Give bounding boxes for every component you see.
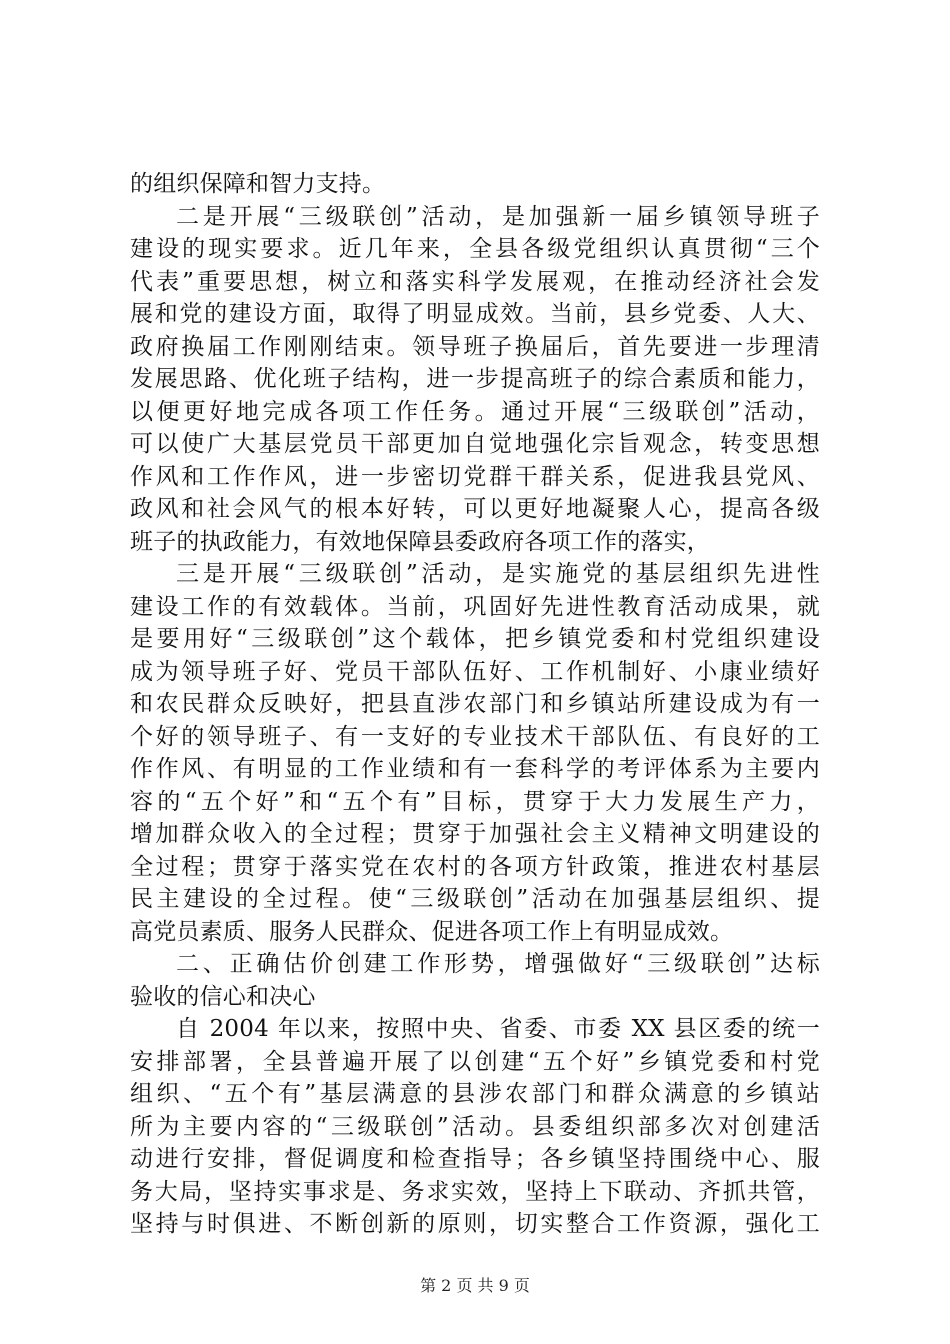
text-line: 建设的现实要求。近几年来，全县各级党组织认真贯彻“三个 xyxy=(130,236,820,262)
document-body xyxy=(130,168,820,1241)
text-line: 政府换届工作刚刚结束。领导班子换届后，首先要进一步理清 xyxy=(130,333,820,360)
text-line: 作风和工作作风，进一步密切党群干群关系，促进我县党风、 xyxy=(130,463,820,490)
text-line: 安排部署，全县普遍开展了以创建“五个好”乡镇党委和村党 xyxy=(130,1048,820,1075)
page-footer: 第 2 页 共 9 页 xyxy=(420,1276,530,1295)
text-line: 建设工作的有效载体。当前，巩固好先进性教育活动成果，就 xyxy=(130,593,820,620)
text-line: 个好的领导班子、有一支好的专业技术干部队伍、有良好的工 xyxy=(130,723,820,750)
text-line: 成为领导班子好、党员干部队伍好、工作机制好、小康业绩好 xyxy=(130,658,820,685)
text-line: 所为主要内容的“三级联创”活动。县委组织部多次对创建活 xyxy=(130,1113,820,1140)
text-line: 政风和社会风气的根本好转，可以更好地凝聚人心，提高各级 xyxy=(130,496,820,522)
text-line: 容的“五个好”和“五个有”目标，贯穿于大力发展生产力， xyxy=(130,788,820,815)
text-line: 高党员素质、服务人民群众、促进各项工作上有明显成效。 xyxy=(130,918,734,945)
text-line: 二是开展“三级联创”活动，是加强新一届乡镇领导班子 xyxy=(176,203,820,230)
text-line: 动进行安排，督促调度和检查指导；各乡镇坚持围绕中心、服 xyxy=(130,1146,820,1172)
text-line: 作作风、有明显的工作业绩和有一套科学的考评体系为主要内 xyxy=(130,756,820,782)
text-line: 三是开展“三级联创”活动，是实施党的基层组织先进性 xyxy=(176,561,820,587)
text-line: 展和党的建设方面，取得了明显成效。当前，县乡党委、人大、 xyxy=(130,301,820,327)
text-line: 验收的信心和决心 xyxy=(130,983,316,1010)
text-line: 代表”重要思想，树立和落实科学发展观，在推动经济社会发 xyxy=(130,268,820,295)
text-line: 的组织保障和智力支持。 xyxy=(130,171,386,197)
text-line: 务大局，坚持实事求是、务求实效，坚持上下联动、齐抓共管， xyxy=(130,1178,820,1205)
text-line: 全过程；贯穿于落实党在农村的各项方针政策，推进农村基层 xyxy=(130,853,820,880)
text-line: 班子的执政能力，有效地保障县委政府各项工作的落实， xyxy=(130,528,710,555)
text-line: 组织、“五个有”基层满意的县涉农部门和群众满意的乡镇站 xyxy=(130,1081,820,1107)
text-line: 民主建设的全过程。使“三级联创”活动在加强基层组织、提 xyxy=(130,886,820,912)
text-line: 增加群众收入的全过程；贯穿于加强社会主义精神文明建设的 xyxy=(130,821,820,847)
text-line: 可以使广大基层党员干部更加自觉地强化宗旨观念，转变思想 xyxy=(130,431,820,457)
text-line: 和农民群众反映好，把县直涉农部门和乡镇站所建设成为有一 xyxy=(130,691,820,717)
text-line: 是要用好“三级联创”这个载体，把乡镇党委和村党组织建设 xyxy=(130,626,820,652)
text-line: 自 2004 年以来，按照中央、省委、市委 XX 县区委的统一 xyxy=(176,1016,820,1042)
text-line: 坚持与时俱进、不断创新的原则，切实整合工作资源，强化工 xyxy=(130,1211,820,1237)
text-line: 以便更好地完成各项工作任务。通过开展“三级联创”活动， xyxy=(130,398,820,425)
text-line: 二、正确估价创建工作形势，增强做好“三级联创”达标 xyxy=(176,951,820,977)
text-line: 发展思路、优化班子结构，进一步提高班子的综合素质和能力， xyxy=(130,366,820,392)
